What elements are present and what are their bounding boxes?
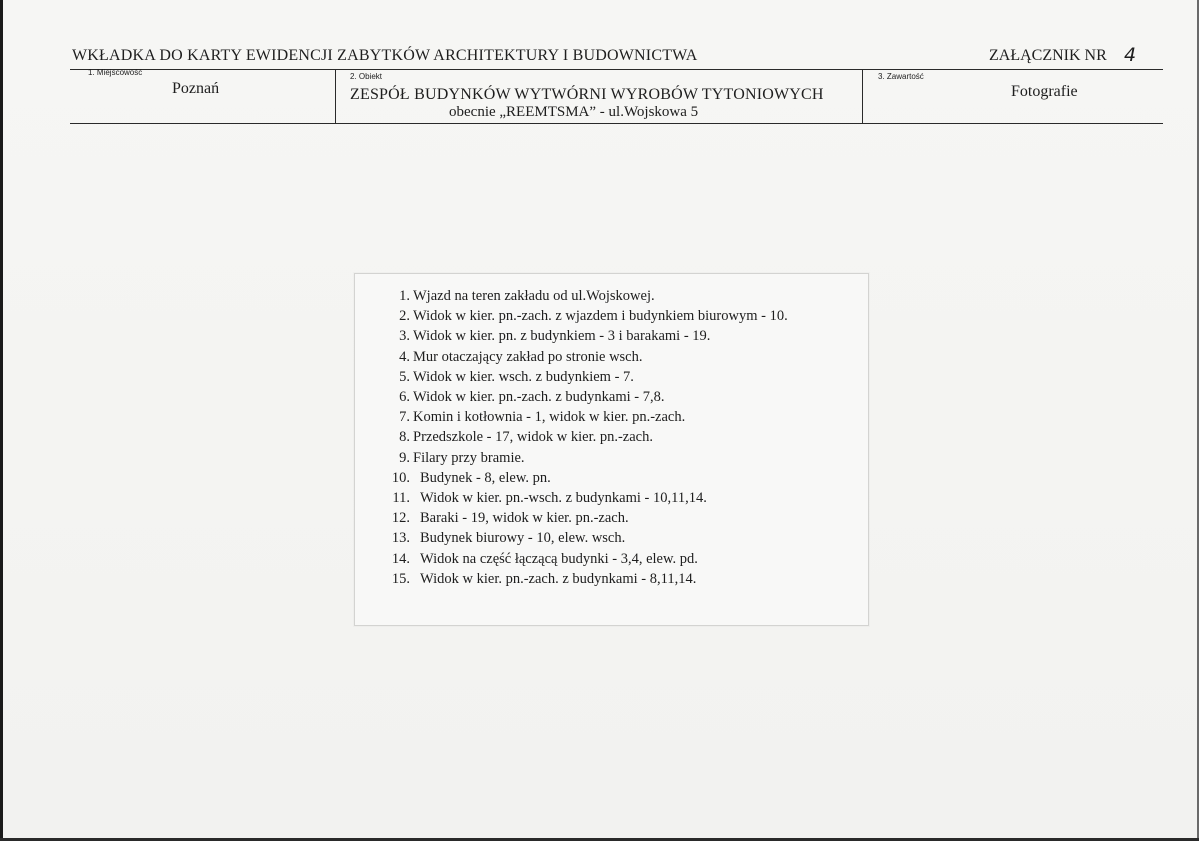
object-current-name: obecnie „REEMTSMA” - ul.Wojskowa 5 (449, 104, 699, 120)
caption-number: 5. (399, 368, 410, 385)
caption-number: 8. (399, 429, 410, 446)
caption-number: 9. (399, 449, 410, 466)
header-top-rule (70, 69, 1163, 70)
field-divider-1 (335, 69, 336, 124)
caption-card (354, 273, 869, 626)
caption-number: 15. (391, 570, 410, 587)
caption-number: 11. (392, 490, 410, 506)
document-title: WKŁADKA DO KARTY EWIDENCJI ZABYTKÓW ARCHITEKTURY I BUDOWNICTWA (72, 47, 698, 64)
caption-text: Widok w kier. pn.-zach. z budynkami - 8,11,14. (420, 570, 697, 587)
caption-text: Komin i kotłownia - 1, widok w kier. pn.-zach. (413, 409, 686, 426)
caption-text: Widok na część łączącą budynki - 3,4, elew. pd. (420, 550, 698, 567)
caption-text: Mur otaczający zakład po stronie wsch. (413, 348, 643, 365)
field-divider-2 (862, 69, 863, 124)
caption-text: Baraki - 19, widok w kier. pn.-zach. (420, 510, 629, 527)
scan-edge-left (0, 0, 3, 841)
caption-number: 1. (399, 288, 410, 304)
caption-text: Filary przy bramie. (413, 449, 525, 466)
caption-number: 4. (399, 348, 410, 365)
locality-value: Poznań (172, 80, 220, 97)
locality-label: 1. Miejscowość (88, 68, 143, 77)
object-name: ZESPÓŁ BUDYNKÓW WYTWÓRNI WYROBÓW TYTONIOWYCH (350, 86, 824, 103)
caption-text: Budynek - 8, elew. pn. (420, 469, 551, 486)
caption-number: 14. (391, 550, 410, 567)
caption-number: 3. (399, 328, 410, 345)
caption-number: 2. (399, 308, 410, 325)
caption-number: 13. (391, 530, 410, 547)
header-bottom-rule (70, 123, 1163, 124)
contents-label: 3. Zawartość (878, 72, 924, 81)
caption-text: Widok w kier. pn.-wsch. z budynkami - 10,11,14. (420, 490, 707, 506)
caption-text: Przedszkole - 17, widok w kier. pn.-zach. (413, 429, 653, 446)
contents-value: Fotografie (1011, 83, 1078, 100)
caption-text: Widok w kier. wsch. z budynkiem - 7. (413, 368, 634, 385)
caption-text: Wjazd na teren zakładu od ul.Wojskowej. (413, 288, 655, 304)
object-label: 2. Obiekt (350, 72, 383, 81)
caption-text: Widok w kier. pn. z budynkiem - 3 i barakami - 19. (413, 328, 711, 345)
caption-text: Widok w kier. pn.-zach. z wjazdem i budynkiem biurowym - 10. (413, 308, 788, 325)
caption-number: 10. (391, 469, 410, 486)
caption-text: Widok w kier. pn.-zach. z budynkami - 7,8. (413, 389, 665, 405)
attachment-number: 4 (1124, 44, 1137, 66)
caption-number: 7. (399, 409, 410, 426)
attachment-label: ZAŁĄCZNIK NR (989, 47, 1107, 64)
caption-text: Budynek biurowy - 10, elew. wsch. (420, 530, 626, 547)
caption-number: 6. (399, 389, 410, 405)
caption-number: 12. (391, 510, 410, 527)
